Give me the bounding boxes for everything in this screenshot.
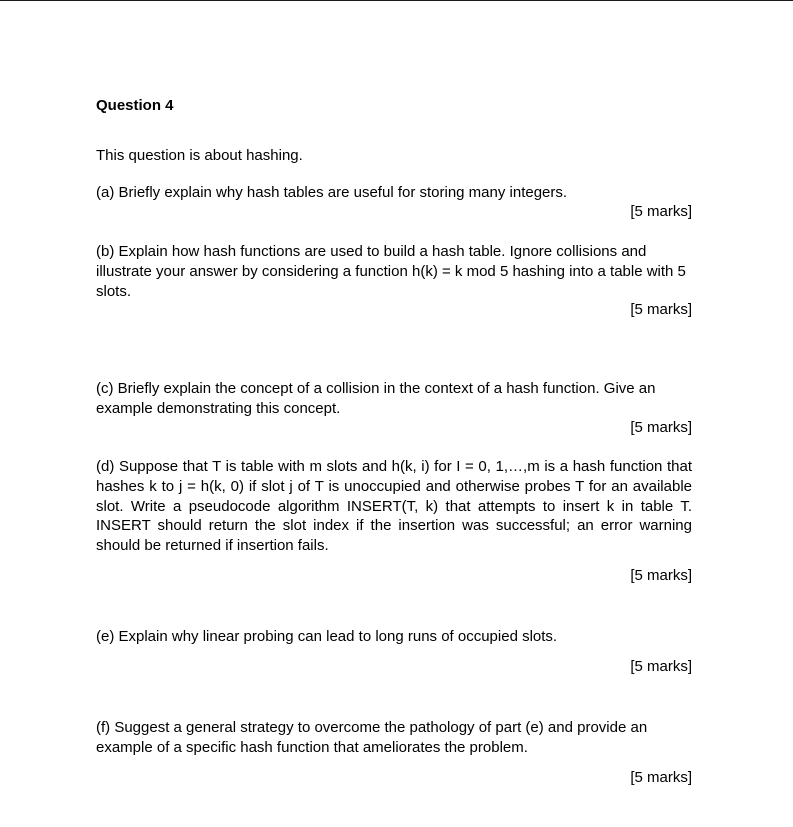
part-a-marks: [5 marks] <box>630 203 692 220</box>
part-f-text: (f) Suggest a general strategy to overcome the pathology of part (e) and provide an example of a specific hash function that ameliorates the problem. <box>96 719 648 756</box>
part-e-marks: [5 marks] <box>630 658 692 675</box>
part-a-text: (a) Briefly explain why hash tables are useful for storing many integers. <box>96 184 568 201</box>
part-b-marks: [5 marks] <box>630 301 692 318</box>
part-c-text: (c) Briefly explain the concept of a collision in the context of a hash function. Give an example demonstrating this concept. <box>96 380 656 417</box>
part-f-marks: [5 marks] <box>630 769 692 786</box>
part-e-text: (e) Explain why linear probing can lead to long runs of occupied slots. <box>96 628 558 645</box>
page-top-border <box>0 0 793 1</box>
part-b-text: (b) Explain how hash functions are used to build a hash table. Ignore collisions and illustrate your answer by considering a function h(k) = k mod 5 hashing into a table with 5 slots. <box>96 243 686 300</box>
part-d-marks: [5 marks] <box>630 567 692 584</box>
question-title: Question 4 <box>96 97 174 114</box>
question-intro: This question is about hashing. <box>96 147 303 164</box>
part-d-text: (d) Suppose that T is table with m slots and h(k, i) for I = 0, 1,…,m is a hash function that hashes k to j = h(k, 0) if slot j of T is unoccupied and otherwise probes T for an available slot. Write a pseudocode algorithm INSERT(T, k) that attempts to insert k in table T. INSERT should return the slot index if the insertion was successful; an error warning should be returned if insertion fails. <box>96 458 692 555</box>
part-c-marks: [5 marks] <box>630 419 692 436</box>
